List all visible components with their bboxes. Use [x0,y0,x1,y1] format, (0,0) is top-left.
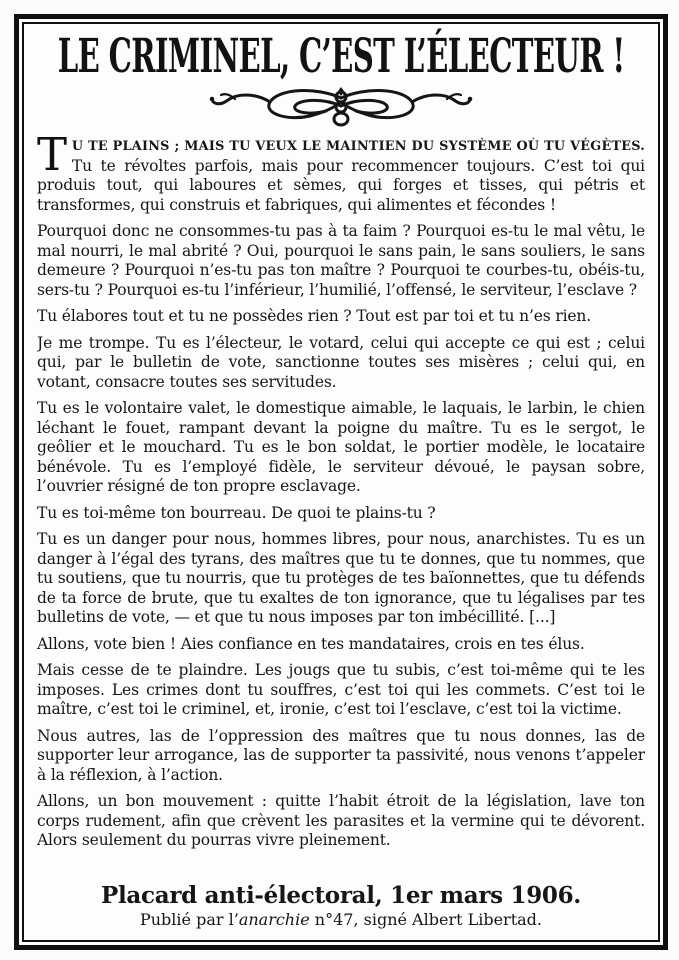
footer-attribution-suffix: n°47, signé Albert Libertad. [309,910,542,929]
body-paragraph: Je me trompe. Tu es l’électeur, le votard, celui qui accepte ce qui est ; celui qui, par le bulletin de vote, sanctionne toutes ses misères ; celui qui, en votant, consacre toutes ses servitudes. [37,333,645,391]
footer-title: Placard anti-électoral, 1er mars 1906. [100,882,582,909]
flourish-ornament-icon [205,85,477,129]
poster-footer [37,883,645,931]
frame-inner [22,22,660,942]
dropcap-letter: T [37,136,67,181]
lead-smallcaps-text: U TE PLAINS ; MAIS TU VEUX LE MAINTIEN DU SYSTÈME OÙ TU VÉGÈTES. [71,139,645,154]
footer-publication-name: anarchie [238,910,310,929]
body-paragraph: Tu élabores tout et tu ne possèdes rien ? Tout est par toi et tu n’es rien. [37,307,592,325]
body-paragraph: Nous autres, las de l’oppression des maîtres que tu nous donnes, las de supporter leur arrogance, las de supporter ta passivité, nous venons t’appeler à la réflexion, à l’action. [37,726,645,784]
lead-rest-text: Tu te révoltes parfois, mais pour recommencer toujours. C’est toi qui produis tout, qui laboures et sèmes, qui forges et tisses, qui pétris et transformes, qui construis et fabriques, qui alimentes et fécondes ! [37,156,645,214]
footer-attribution [37,910,645,930]
paragraph-lead [37,136,645,215]
body-paragraph: Pourquoi donc ne consommes-tu pas à ta faim ? Pourquoi es-tu le mal vêtu, le mal nourri, le mal abrité ? Oui, pourquoi le sans pain, le sans souliers, le sans demeure ? Pourquoi n’es-tu pas ton maître ? Pourquoi te courbes-tu, obéis-tu, sers-tu ? Pourquoi es-tu l’inférieur, l’humilié, l’offensé, le serviteur, l’esclave ? [37,222,645,299]
body-paragraph: Mais cesse de te plaindre. Les jougs que tu subis, c’est toi-même qui te les imposes. Les crimes dont tu souffres, c’est toi qui les commets. C’est toi le maître, c’est toi le criminel, et, ironie, c’est toi l’esclave, c’est toi la victime. [37,661,645,718]
body-paragraph: Allons, vote bien ! Aies confiance en tes mandataires, crois en tes élus. [37,634,585,653]
title-row [37,30,645,84]
body-paragraph: Tu es le volontaire valet, le domestique aimable, le laquais, le larbin, le chien léchant le fouet, rampant devant la poigne du maître. Tu es le sergot, le geôlier et le mouchard. Tu es le bon soldat, le portier modèle, le locataire bénévole. Tu es l’employé fidèle, le serviteur dévoué, le paysan sobre, l’ouvrier résigné de ton propre esclavage. [37,399,645,495]
body-paragraph: Tu es un danger pour nous, hommes libres, pour nous, anarchistes. Tu es un danger à l’égal des tyrans, des maîtres que tu te donnes, que tu nommes, que tu soutiens, que tu nourris, que tu protèges de tes baïonnettes, que tu défends de ta force de brute, que tu exaltes de ton ignorance, que tu légalises par tes bulletins de vote, — et que tu nous imposes par ton imbécillité. [...] [37,530,645,626]
double-rule-frame [14,14,668,950]
footer-attribution-prefix: Publié par l’ [139,910,239,929]
poster-title: LE CRIMINEL, C’EST L’ÉLECTEUR ! [57,29,625,84]
body-paragraph: Allons, un bon mouvement : quitte l’habit étroit de la législation, lave ton corps rudement, afin que crèvent les parasites et la vermine qui te dévorent. Alors seulement du pourras vivre pleinement. [37,792,645,849]
ornament-row [37,85,645,129]
body-paragraph: Tu es toi-même ton bourreau. De quoi te plains-tu ? [37,503,436,522]
document-body [37,136,645,883]
